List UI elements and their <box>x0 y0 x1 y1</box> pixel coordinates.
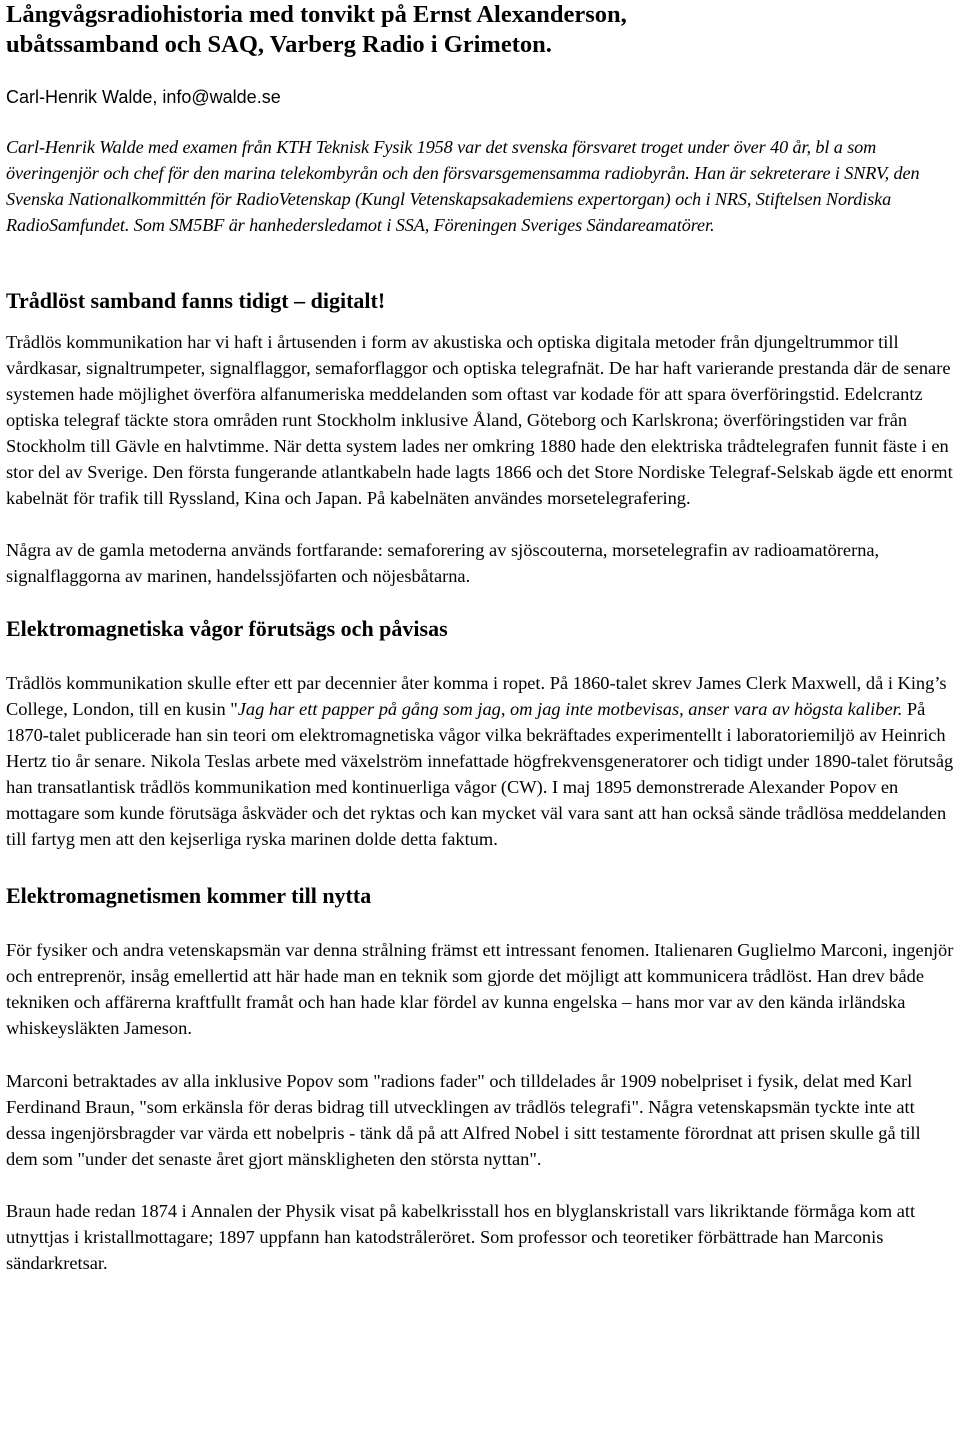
title-line-1: Långvågsradiohistoria med tonvikt på Ernst Alexanderson, <box>6 1 627 28</box>
section-heading-em-nytta: Elektromagnetismen kommer till nytta <box>6 883 372 908</box>
paragraph-em-nytta-2: Marconi betraktades av alla inklusive Popov som "radions fader" och tilldelades år 1909 nobelpriset i fysik, delat med Karl Ferdinand Braun, "som erkänsla för deras bidrag till utvecklingen av trådlös telegrafi". Några vetenskapsmän tyckte inte att dessa ingenjörsbragder var värda ett nobelpris - tänk då på att Alfred Nobel i sitt testamente förordnat att prisen skulle gå till dem som "under det senaste året gjort mänskligheten den största nyttan". <box>6 1071 921 1169</box>
author-bio: Carl-Henrik Walde med examen från KTH Teknisk Fysik 1958 var det svenska försvaret troget under över 40 år, bl a som överingenjör och chef för den marina telekombyrån och den försvarsgemensamma radiobyrån. Han är sekreterare i SNRV, den Svenska Nationalkommittén för RadioVetenskap (Kungl Vetenskapsakademiens expertorgan) och i NRS, Stiftelsen Nordiska RadioSamfundet. Som SM5BF är hanhedersledamot i SSA, Föreningen Sveriges Sändareamatörer. <box>6 137 920 235</box>
document-page <box>6 0 954 1276</box>
paragraph-em-vagor-1 <box>6 670 954 852</box>
author-line: Carl-Henrik Walde, info@walde.se <box>6 87 281 107</box>
maxwell-quote: Jag har ett papper på gång som jag, om jag inte motbevisas, anser vara av högsta kaliber. <box>237 699 903 719</box>
paragraph-em-nytta-3: Braun hade redan 1874 i Annalen der Physik visat på kabelkrisstall hos en blyglanskristall vars likriktande förmåga kom att utnyttjas i kristallmottagare; 1897 uppfann han katodstråleröret. Som professor och teoretiker förbättrade han Marconis sändarkretsar. <box>6 1201 916 1273</box>
paragraph-em-vagor-1-end: På 1870-talet publicerade han sin teori om elektromagnetiska vågor vilka bekräftades experimentellt i laboratoriemiljö av Heinrich Hertz tio år senare. Nikola Teslas arbete med växelström innefattade högfrekvensgeneratorer och tidigt under 1890-talet förutsåg han transatlantisk trådlös kommunikation med kontinuerliga vågor (CW). I maj 1895 demonstrerade Alexander Popov en mottagare som kunde förutsäga åskväder och det ryktas och kan mycket väl vara sant att han också sände trådlösa meddelanden till fartyg men att den kejserliga ryska marinen dolde detta faktum. <box>6 699 954 849</box>
section-heading-tradlost: Trådlöst samband fanns tidigt – digitalt! <box>6 288 386 313</box>
paragraph-em-nytta-1: För fysiker och andra vetenskapsmän var denna strålning främst ett intressant fenomen. Italienaren Guglielmo Marconi, ingenjör och entreprenör, insåg emellertid att här hade man en teknik som gjorde det möjligt att kommunicera trådlöst. Han drev både tekniken och affärerna kraftfullt framåt och han hade klar fördel av kunna engelska – hans mor var av den kända irländska whiskeysläkten Jameson. <box>6 940 954 1038</box>
section-heading-em-vagor: Elektromagnetiska vågor förutsägs och påvisas <box>6 616 448 641</box>
paragraph-tradlost-2: Några av de gamla metoderna används fortfarande: semaforering av sjöscouterna, morsetelegrafin av radioamatörerna, signalflaggorna av marinen, handelssjöfarten och nöjesbåtarna. <box>6 540 880 586</box>
document-title <box>6 0 954 60</box>
title-line-2: ubåtssamband och SAQ, Varberg Radio i Grimeton. <box>6 31 552 58</box>
paragraph-em-vagor-1-start: Trådlös kommunikation skulle efter ett par decennier åter komma i ropet. På 1860-talet skrev James Clerk Maxwell, då i King’s College, London, till en kusin " <box>6 673 947 719</box>
paragraph-tradlost-1: Trådlös kommunikation har vi haft i årtusenden i form av akustiska och optiska digitala metoder från djungeltrummor till vårdkasar, signaltrumpeter, signalflaggor, semaforflaggor och optiska telegrafnät. De har haft varierande prestanda där de senare systemen hade möjlighet överföra alfanumeriska meddelanden som oftast var kodade för att spara överföringstid. Edelcrantz optiska telegraf täckte stora områden runt Stockholm inklusive Åland, Göteborg och Karlskrona; överföringstiden var från Stockholm till Gävle en halvtimme. När detta system lades ner omkring 1880 hade den elektriska trådtelegrafen funnit fäste i en stor del av Sverige. Den första fungerande atlantkabeln hade lagts 1866 och det Store Nordiske Telegraf-Selskab ägde ett enormt kabelnät för trafik till Ryssland, Kina och Japan. På kabelnäten användes morsetelegrafering. <box>6 332 953 508</box>
